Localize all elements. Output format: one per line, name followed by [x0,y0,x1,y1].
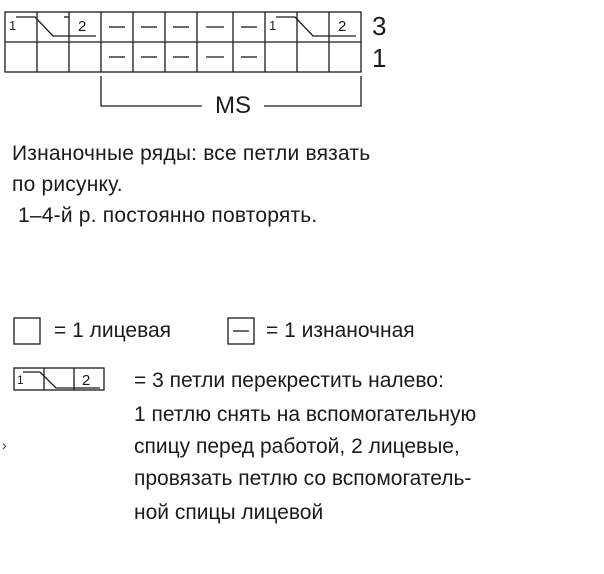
instruction-line-1: Изнаночные ряды: все петли вязать [12,142,371,165]
cable-marker-left: 1 [9,18,17,33]
cable-legend-line-5: ной спицы лицевой [134,501,324,524]
cable-marker-right: 1 [269,18,277,33]
legend-cable-symbol [14,368,104,390]
instruction-line-2: по рисунку. [12,173,123,196]
row-label-1: 1 [372,43,387,73]
cable-legend-line-3: спицу перед работой, 2 лицевые, [134,435,460,458]
knit-legend-text: = 1 лицевая [54,319,172,342]
cable-legend-line-2: 1 петлю снять на вспомогательную [134,403,477,426]
cable-number-left: 2 [78,18,87,35]
cable-legend-line-1: = 3 петли перекрестить налево: [134,369,444,392]
instruction-line-3: 1–4-й р. постоянно повторять. [18,204,318,227]
purl-legend-text: = 1 изнаночная [266,319,415,342]
margin-mark: › [2,437,7,453]
legend-cable-marker: 1 [17,373,24,387]
repeat-label: MS [215,92,251,119]
legend-cable-number: 2 [82,372,91,389]
row-label-3: 3 [372,11,387,41]
cable-legend-line-4: провязать петлю со вспомогатель- [134,467,472,490]
knit-symbol-box [14,318,40,344]
cable-number-right: 2 [338,18,347,35]
